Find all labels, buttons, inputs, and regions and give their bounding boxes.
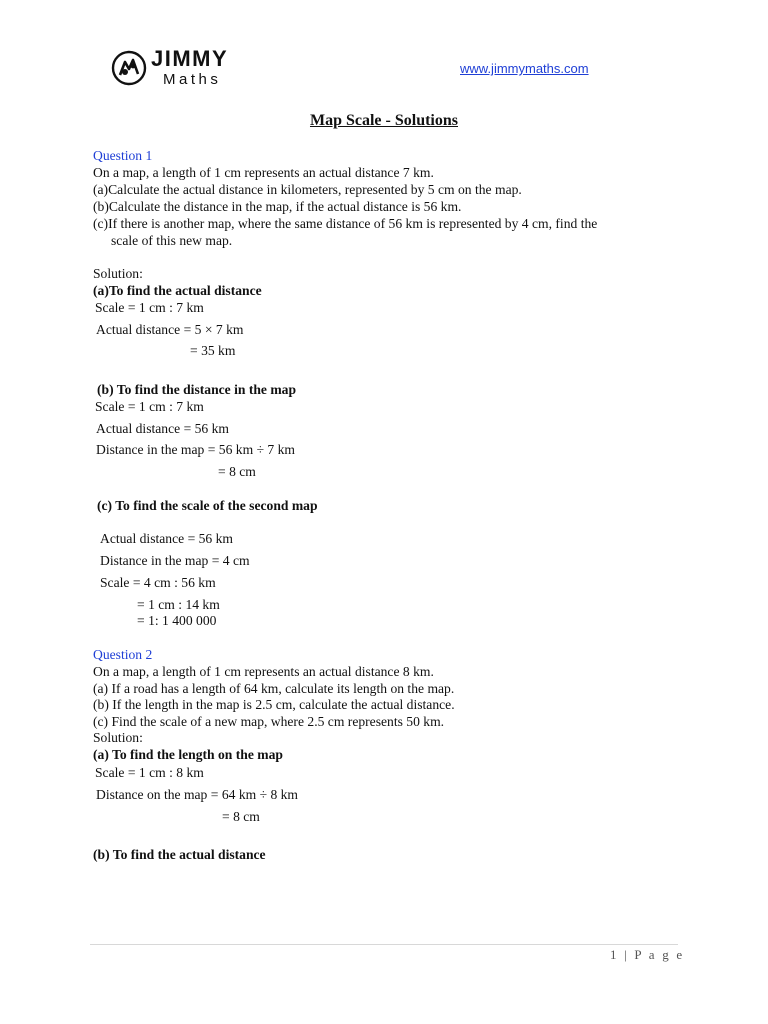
page-title: Map Scale - Solutions — [309, 112, 458, 129]
website-link[interactable]: www.jimmymaths.com — [460, 61, 589, 76]
q1-c-step: Distance in the map = 4 cm — [100, 553, 250, 568]
page-number: 1 | P a g e — [610, 947, 685, 962]
logo-wordmark-maths: Maths — [163, 71, 222, 88]
q1-a-step: Actual distance = 5 × 7 km — [96, 322, 244, 337]
logo-emblem-icon — [111, 50, 147, 86]
q1-a-result: = 35 km — [190, 343, 236, 358]
q2-a-step: Distance on the map = 64 km ÷ 8 km — [96, 787, 299, 802]
q2-part-b-heading: (b) To find the actual distance — [93, 847, 266, 862]
logo-wordmark-jimmy: JIMMY — [151, 46, 229, 71]
q1-b-scale: Scale = 1 cm : 7 km — [95, 399, 204, 414]
solution-label: Solution: — [93, 730, 143, 745]
question-2-line: (b) If the length in the map is 2.5 cm, calculate the actual distance. — [93, 697, 455, 712]
question-1-line: (c)If there is another map, where the same distance of 56 km is represented by 4 cm, find the — [93, 216, 598, 231]
q1-c-step: Scale = 4 cm : 56 km — [100, 575, 216, 590]
question-2-heading[interactable]: Question 2 — [93, 647, 153, 662]
jimmy-maths-logo — [111, 48, 251, 92]
question-1-line: (a)Calculate the actual distance in kilometers, represented by 5 cm on the map. — [93, 182, 522, 197]
question-1-line: scale of this new map. — [111, 233, 233, 248]
question-1-line: On a map, a length of 1 cm represents an actual distance 7 km. — [93, 165, 434, 180]
q1-c-step: Actual distance = 56 km — [100, 531, 233, 546]
question-2-line: (a) If a road has a length of 64 km, calculate its length on the map. — [93, 681, 455, 696]
q2-a-result: = 8 cm — [222, 809, 260, 824]
q1-b-result: = 8 cm — [218, 464, 256, 479]
question-1-line: (b)Calculate the distance in the map, if the actual distance is 56 km. — [93, 199, 462, 214]
q1-part-b-heading: (b) To find the distance in the map — [97, 382, 297, 397]
q1-b-step: Actual distance = 56 km — [96, 421, 229, 436]
solution-label: Solution: — [93, 266, 143, 281]
q1-c-result: = 1 cm : 14 km — [137, 597, 220, 612]
question-2-line: On a map, a length of 1 cm represents an actual distance 8 km. — [93, 664, 434, 679]
q1-c-result: = 1: 1 400 000 — [137, 613, 217, 628]
q2-a-scale: Scale = 1 cm : 8 km — [95, 765, 204, 780]
question-1-heading[interactable]: Question 1 — [93, 148, 153, 163]
question-2-line: (c) Find the scale of a new map, where 2.5 cm represents 50 km. — [93, 714, 445, 729]
q1-a-scale: Scale = 1 cm : 7 km — [95, 300, 204, 315]
q1-part-c-heading: (c) To find the scale of the second map — [97, 498, 318, 513]
q2-part-a-heading: (a) To find the length on the map — [93, 747, 283, 762]
q1-part-a-heading: (a)To find the actual distance — [93, 283, 262, 298]
footer-divider — [90, 944, 678, 945]
q1-b-step: Distance in the map = 56 km ÷ 7 km — [96, 442, 295, 457]
